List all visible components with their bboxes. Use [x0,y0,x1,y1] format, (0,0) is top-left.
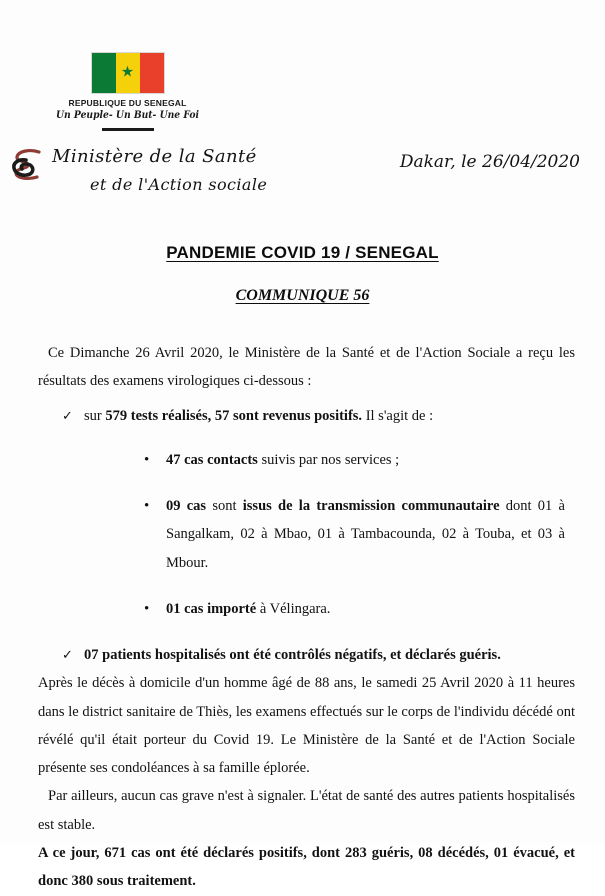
death-paragraph: Après le décès à domicile d'un homme âgé de 88 ans, le samedi 25 Avril 2020 à 11 heures dans le district sanitaire de Thiès, les examens effectués sur le corps de l'individu décédé ont révélé qu'il était porteur du Covid 19. Le Ministère de la Santé et de l'Action Sociale présente ses condoléances à sa famille éplorée. [38,675,575,777]
bullet-bold-2: issus de la transmission communautaire [242,498,500,515]
flag-band-green [92,53,116,93]
recovered-bold: 07 patients hospitalisés ont été contrôlés négatifs, et déclarés guéris. [84,647,501,664]
flag-star-icon: ★ [120,64,135,81]
ministry-name-line2: et de l'Action sociale [90,175,268,194]
bullet-rest-1: à Vélingara. [256,600,331,617]
bullet-icon: • [144,451,150,468]
document-subtitle: COMMUNIQUE 56 [235,287,370,304]
republic-letterhead [0,52,255,131]
totals-paragraph [38,839,575,896]
header-divider [102,128,154,131]
bullet-rest-2: dont 01 à Sangalkam, 02 à Mbao, 01 à Tambacounda, 02 à Touba, et 03 à Mbour. [166,498,565,571]
list-item-text [166,492,565,577]
list-item-text [166,446,565,474]
document-body [38,339,575,896]
list-item [38,492,575,577]
bullet-bold-1: 09 cas [166,498,207,515]
intro-paragraph: Ce Dimanche 26 Avril 2020, le Ministère de la Santé et de l'Action Sociale a reçu les résultats des examens virologiques ci-dessous : [38,345,575,390]
tests-bold: 579 tests réalisés, 57 sont revenus positifs. [105,407,363,424]
senegal-flag-icon [91,52,165,94]
ministry-block [8,146,338,194]
bullet-rest-1: sont [206,498,243,515]
check-item-recovered-text [84,641,575,669]
list-item [38,446,575,474]
check-item-recovered [38,641,575,669]
totals-bold: A ce jour, 671 cas ont été déclarés positifs, dont 283 guéris, 08 décédés, 01 évacué, et donc 380 sous traitement. [38,844,575,890]
tests-post: Il s'agit de : [362,407,434,424]
bullet-rest-1: suivis par nos services ; [257,451,400,468]
stable-paragraph: Par ailleurs, aucun cas grave n'est à signaler. L'état de santé des autres patients hospitalisés est stable. [38,788,575,833]
bullet-bold-1: 01 cas importé [166,600,257,617]
date-line: Dakar, le 26/04/2020 [399,152,580,172]
list-item-text [166,595,565,623]
check-icon: ✓ [62,647,73,663]
bullet-bold-1: 47 cas contacts [166,451,258,468]
tests-pre: sur [84,407,106,424]
check-icon: ✓ [62,407,73,423]
ministry-name-line1: Ministère de la Santé [52,146,257,167]
letterhead-header [0,0,605,215]
check-item-tests-text [84,402,575,430]
flag-band-yellow [116,53,140,93]
republic-motto: Un Peuple- Un But- Une Foi [55,110,200,121]
bullet-icon: • [144,600,150,617]
flag-band-red [140,53,164,93]
ministry-logo-icon [8,148,50,182]
case-breakdown-list [38,446,575,623]
check-item-tests [38,402,575,430]
document-title: PANDEMIE COVID 19 / SENEGAL [166,243,439,262]
republic-title: REPUBLIQUE DU SENEGAL [68,98,187,108]
list-item [38,595,575,623]
bullet-icon: • [144,498,150,515]
